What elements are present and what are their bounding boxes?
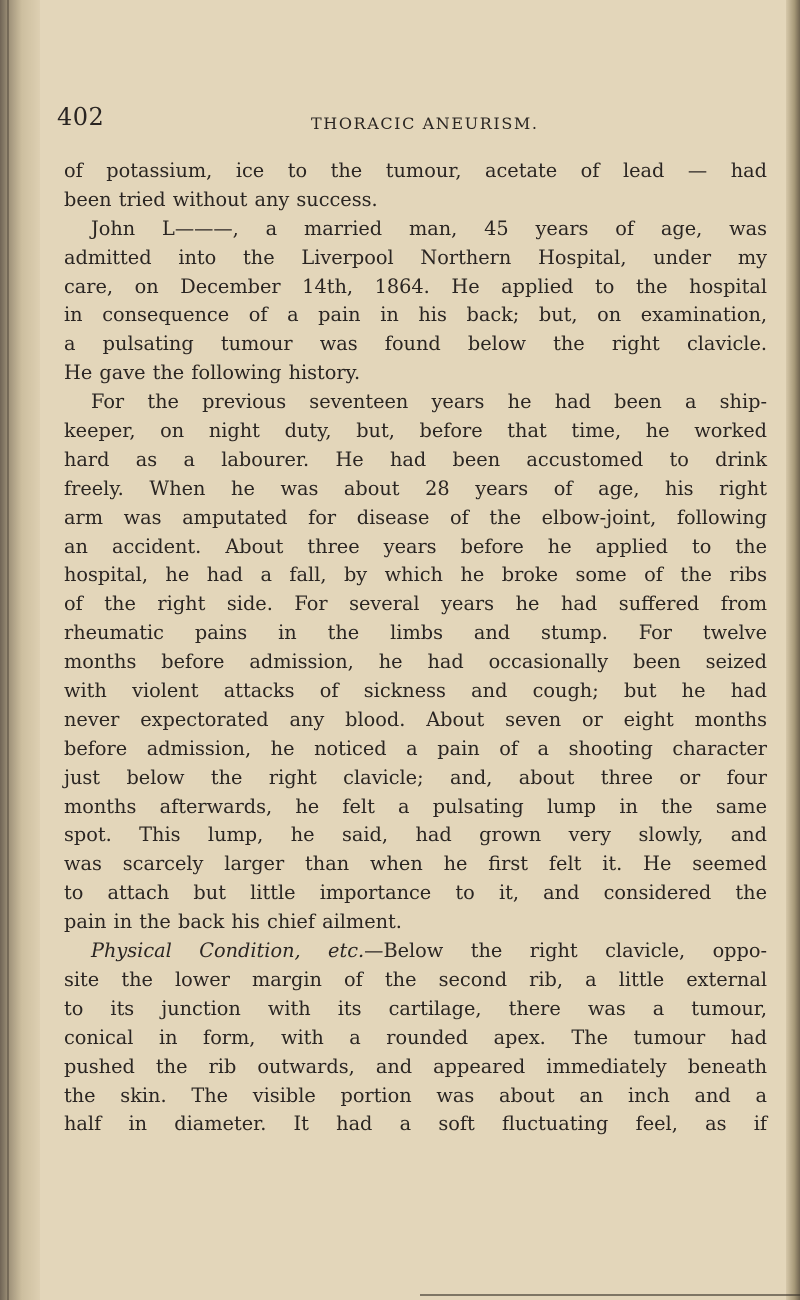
text-line: admitted into the Liverpool Northern Hospital, under my [64,245,767,269]
text-line: months afterwards, he felt a pulsating lump in the same [64,794,767,818]
text-line: half in diameter. It had a soft fluctuating feel, as if [64,1112,767,1136]
text-line: months before admission, he had occasionally been seized [64,650,767,674]
body-text [64,157,767,1139]
text-line: of the right side. For several years he had suffered from [64,592,767,616]
book-gutter [0,0,40,1300]
text-line: the skin. The visible portion was about an inch and a [64,1083,767,1107]
italic-heading: Physical Condition, etc. [91,939,365,963]
text-line: He gave the following history. [64,361,361,385]
text-line: before admission, he noticed a pain of a shooting character [64,736,767,760]
text-line: For the previous seventeen years he had been a ship- [91,390,767,414]
text-line: been tried without any success. [64,187,378,211]
text-line: in consequence of a pain in his back; but, on examination, [64,303,767,327]
text-line: of potassium, ice to the tumour, acetate of lead — had [64,159,767,182]
text-line: arm was amputated for disease of the elbow-joint, following [64,505,767,529]
running-head: THORACIC ANEURISM. [311,114,539,133]
text-line: an accident. About three years before he applied to the [64,534,767,558]
text-line: keeper, on night duty, but, before that time, he worked [64,419,767,443]
gutter-shadow-line [7,0,9,1300]
text-line: a pulsating tumour was found below the right clavicle. [64,332,767,356]
text-line: spot. This lump, he said, had grown very slowly, and [64,823,767,847]
text-line: just below the right clavicle; and, about three or four [64,765,767,789]
text-line: hospital, he had a fall, by which he broke some of the ribs [64,563,767,587]
text-line: conical in form, with a rounded apex. The tumour had [64,1025,767,1049]
text-line: pain in the back his chief ailment. [64,910,402,934]
text-line: John L———, a married man, 45 years of age, was [91,216,767,240]
text-line: with violent attacks of sickness and cough; but he had [64,679,767,703]
text-line: to attach but little importance to it, and considered the [64,881,767,905]
text-line: pushed the rib outwards, and appeared immediately beneath [64,1054,767,1078]
text-line-with-heading [64,937,767,966]
text-line: never expectorated any blood. About seven or eight months [64,707,767,731]
text-line-remainder: —Below the right clavicle, oppo- [364,939,767,963]
page-number: 402 [57,103,105,131]
page-edge [786,0,800,1300]
text-line: rheumatic pains in the limbs and stump. For twelve [64,621,767,645]
bottom-edge-line [420,1294,800,1296]
text-line: was scarcely larger than when he first felt it. He seemed [64,852,767,876]
text-line: freely. When he was about 28 years of age, his right [64,476,767,500]
text-line: site the lower margin of the second rib, a little external [64,967,767,991]
text-line: care, on December 14th, 1864. He applied to the hospital [64,274,767,298]
text-line: hard as a labourer. He had been accustomed to drink [64,447,767,471]
text-line: to its junction with its cartilage, there was a tumour, [64,996,767,1020]
